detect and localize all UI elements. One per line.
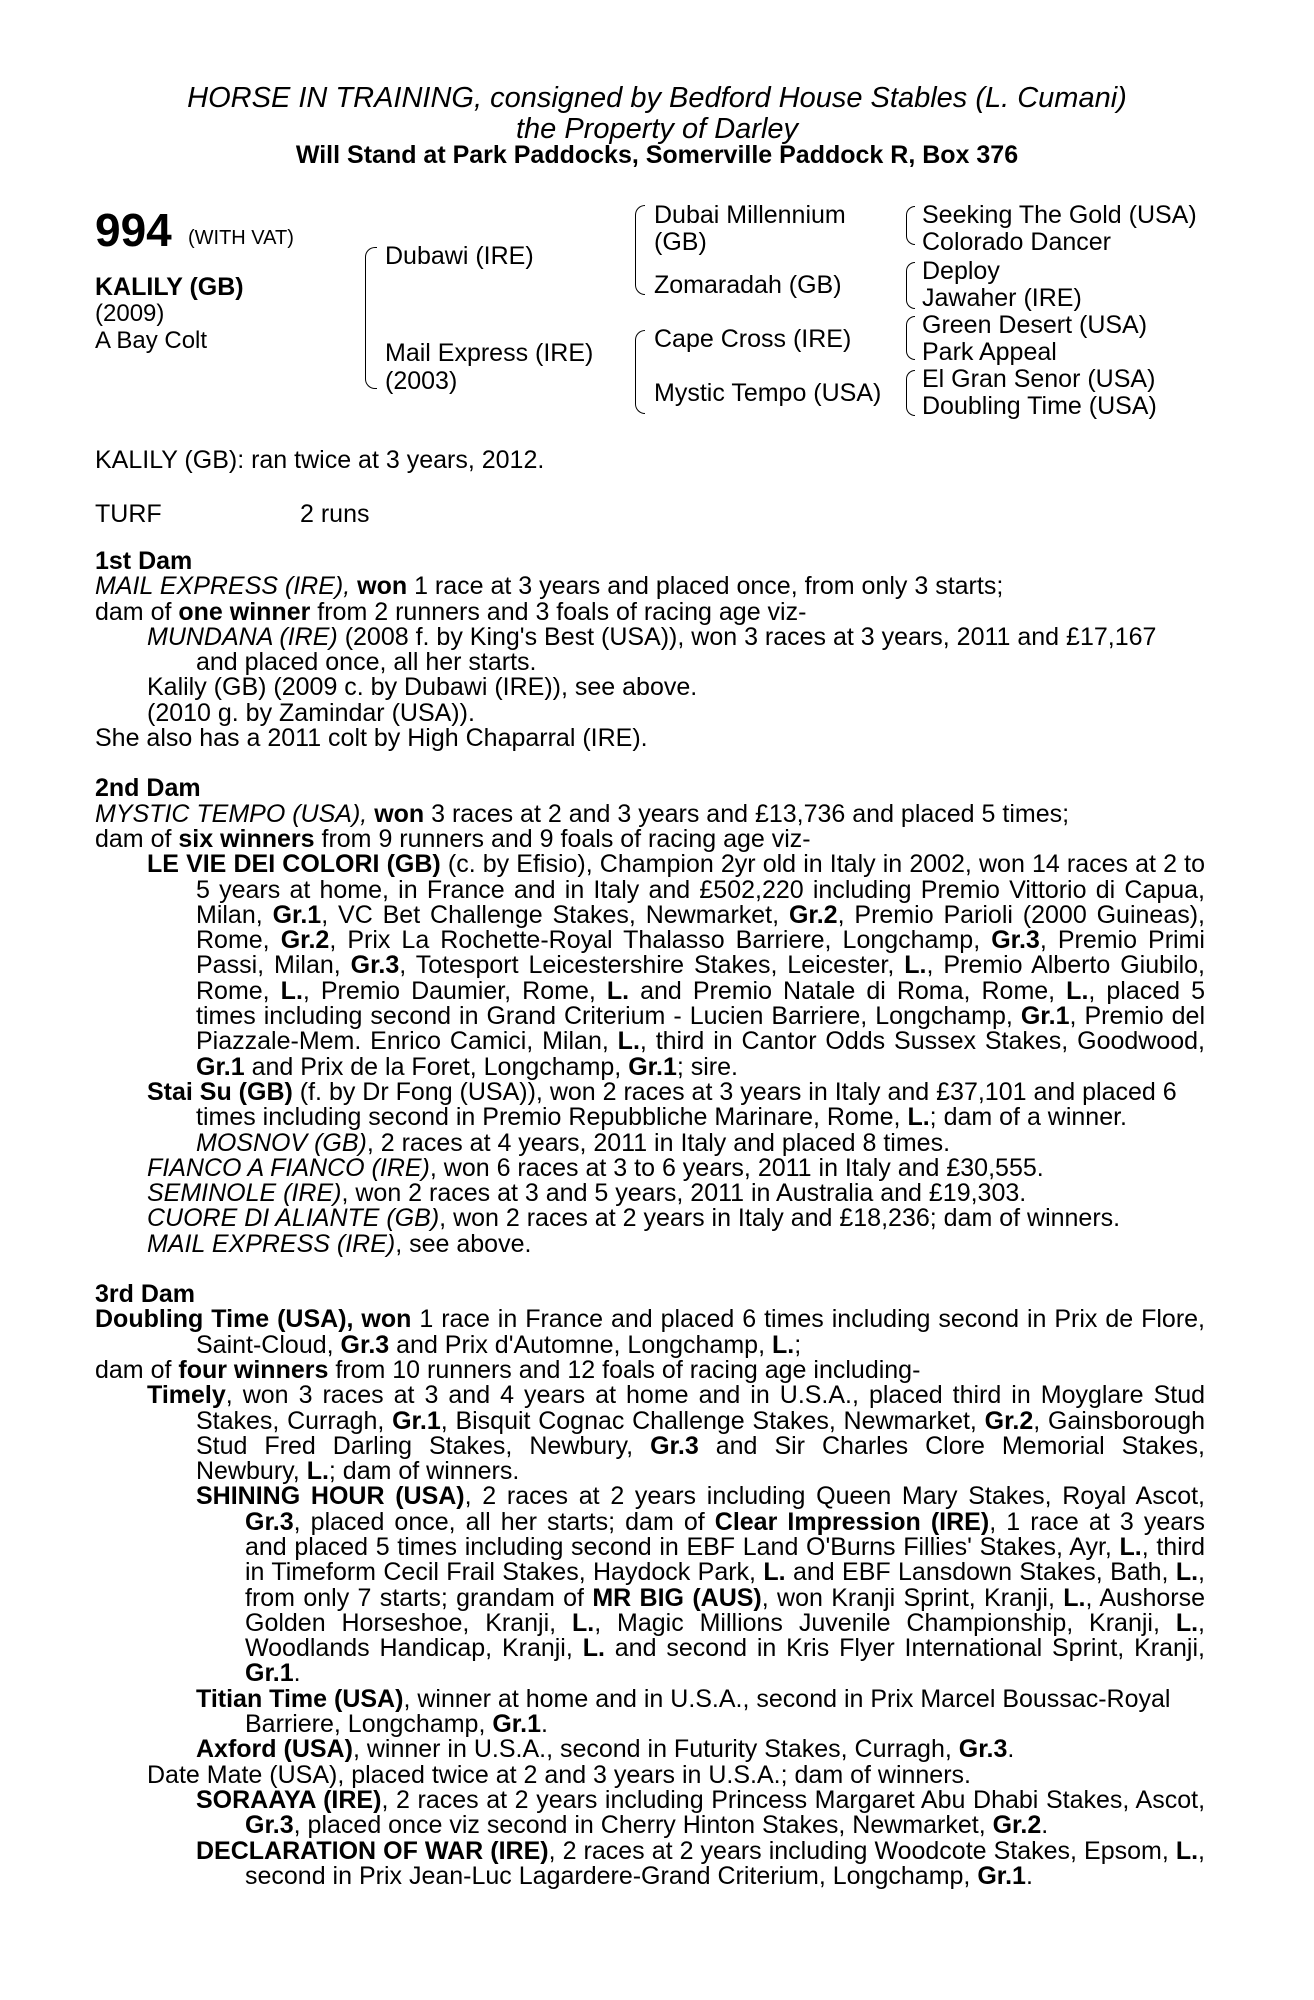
third-dam-heading: 3rd Dam — [95, 1280, 196, 1309]
pedigree-dam-year: (2003) — [385, 367, 458, 395]
pedigree-brace-sire — [635, 205, 645, 295]
pedigree-brace-dss — [906, 316, 915, 360]
pedigree-sire-sire-country: (GB) — [654, 228, 707, 256]
pedigree-ddd: Doubling Time (USA) — [922, 392, 1157, 420]
third-dam-record: Doubling Time (USA), won 1 race in France and placed 6 times including second in Prix de Flore, Saint-Cloud, Gr.3 and Prix d'Automne, Longchamp, L.; — [95, 1305, 1205, 1359]
second-dam-heading: 2nd Dam — [95, 774, 201, 803]
second-dam-foal-fianco: FIANCO A FIANCO (IRE), won 6 races at 3 to 6 years, 2011 in Italy and £30,555. — [147, 1153, 1044, 1182]
first-dam-foal-mundana-cont: and placed once, all her starts. — [196, 648, 537, 677]
lot-number: 994 — [95, 204, 172, 256]
pedigree-sss: Seeking The Gold (USA) — [922, 201, 1197, 229]
first-dam-heading: 1st Dam — [95, 547, 193, 575]
second-dam-foal-cuore: CUORE DI ALIANTE (GB), won 2 races at 2 years in Italy and £18,236; dam of winners. — [147, 1204, 1121, 1233]
lot-name: KALILY (GB) — [95, 273, 244, 301]
pedigree-sire-sire: Dubai Millennium — [654, 201, 846, 229]
pedigree-ssd: Colorado Dancer — [922, 228, 1111, 256]
third-dam-produce: dam of four winners from 10 runners and 12 foals of racing age including- — [95, 1355, 921, 1384]
second-dam-grandfoal-mosnov: MOSNOV (GB), 2 races at 4 years, 2011 in Italy and placed 8 times. — [196, 1128, 951, 1157]
lot-description: A Bay Colt — [95, 327, 208, 354]
second-dam-foal-le-vie: LE VIE DEI COLORI (GB) (c. by Efisio), Champion 2yr old in Italy in 2002, won 14 races at 2 to 5 years at home, in France and in Italy and £502,220 including Premio Vittorio di Capua, Milan, Gr.1, VC Bet Challenge Stakes, Newmarket, Gr.2, Premio Parioli (2000 Guineas), Rome, Gr.2, Prix La Rochette-Royal Thalasso Barriere, Longchamp, Gr.3, Premio Primi Passi, Milan, Gr.3, Totesport Leicestershire Stakes, Leicester, L., Premio Alberto Giubilo, Rome, L., Premio Daumier, Rome, L. and Premio Natale di Roma, Rome, L., placed 5 times including second in Grand Criterium - Lucien Barriere, Longchamp, Gr.1, Premio del Piazzale-Mem. Enrico Camici, Milan, L., third in Cantor Odds Sussex Stakes, Goodwood, Gr.1 and Prix de la Foret, Longchamp, Gr.1; sire. — [147, 850, 1205, 1081]
lot-vat: (WITH VAT) — [188, 227, 294, 249]
second-dam-foal-mail-express: MAIL EXPRESS (IRE), see above. — [147, 1229, 532, 1258]
surface-label: TURF — [95, 500, 162, 528]
first-dam-record: MAIL EXPRESS (IRE), won 1 race at 3 years and placed once, from only 3 starts; — [95, 572, 1004, 601]
pedigree-dss: Green Desert (USA) — [922, 311, 1148, 339]
surface-runs: 2 runs — [300, 500, 370, 528]
third-dam-foal-date-mate: Date Mate (USA), placed twice at 2 and 3 years in U.S.A.; dam of winners. — [147, 1760, 971, 1789]
pedigree-dam-sire: Cape Cross (IRE) — [654, 325, 852, 353]
second-dam-record: MYSTIC TEMPO (USA), won 3 races at 2 and 3 years and £13,736 and placed 5 times; — [95, 799, 1070, 828]
header-location: Will Stand at Park Paddocks, Somerville Paddock R, Box 376 — [295, 141, 1019, 169]
pedigree-sds: Deploy — [922, 257, 1000, 285]
second-dam-produce: dam of six winners from 9 runners and 9 foals of racing age viz- — [95, 824, 811, 853]
pedigree-sdd: Jawaher (IRE) — [922, 284, 1082, 312]
third-dam-grandfoal-declaration-of-war: DECLARATION OF WAR (IRE), 2 races at 2 years including Woodcote Stakes, Epsom, L., second in Prix Jean-Luc Lagardere-Grand Criterium, Longchamp, Gr.1. — [196, 1836, 1205, 1890]
header-consignor: HORSE IN TRAINING, consigned by Bedford House Stables (L. Cumani) — [187, 82, 1127, 114]
pedigree-sire-dam: Zomaradah (GB) — [654, 271, 842, 299]
header-property: the Property of Darley — [515, 113, 799, 145]
pedigree-brace-sds — [906, 262, 915, 309]
produce-record — [95, 549, 1205, 1889]
first-dam-foal-kalily: Kalily (GB) (2009 c. by Dubawi (IRE)), see above. — [147, 673, 698, 702]
second-dam-section — [95, 776, 1205, 1257]
career-summary: KALILY (GB): ran twice at 3 years, 2012. — [95, 446, 545, 474]
second-dam-foal-seminole: SEMINOLE (IRE), won 2 races at 3 and 5 years, 2011 in Australia and £19,303. — [147, 1179, 1027, 1208]
third-dam-grandfoal-axford: Axford (USA), winner in U.S.A., second in Futurity Stakes, Curragh, Gr.3. — [196, 1735, 1015, 1764]
first-dam-foal-2010: (2010 g. by Zamindar (USA)). — [147, 698, 475, 727]
pedigree-brace-sss — [906, 206, 915, 245]
first-dam-foal-mundana: MUNDANA (IRE) (2008 f. by King's Best (USA)), won 3 races at 3 years, 2011 and £17,167 — [147, 622, 1157, 651]
first-dam-section — [95, 549, 1205, 751]
first-dam-produce: dam of one winner from 2 runners and 3 foals of racing age viz- — [95, 597, 807, 626]
pedigree-dds: El Gran Senor (USA) — [922, 365, 1156, 393]
pedigree-dam-dam: Mystic Tempo (USA) — [654, 379, 882, 407]
pedigree-brace-dds — [906, 370, 915, 416]
pedigree-brace-dam — [635, 330, 645, 414]
pedigree-dam: Mail Express (IRE) — [385, 339, 594, 367]
first-dam-note: She also has a 2011 colt by High Chaparral (IRE). — [95, 724, 648, 753]
second-dam-foal-stai-su: Stai Su (GB) (f. by Dr Fong (USA)), won 2 races at 3 years in Italy and £37,101 and placed 6 times including second in Premio Repubbliche Marinare, Rome, L.; dam of a winner. — [147, 1077, 1177, 1132]
third-dam-grandfoal-titian-time: Titian Time (USA), winner at home and in U.S.A., second in Prix Marcel Boussac-Royal Barriere, Longchamp, Gr.1. — [196, 1684, 1171, 1739]
third-dam-grandfoal-soraaya: SORAAYA (IRE), 2 races at 2 years including Princess Margaret Abu Dhabi Stakes, Ascot, Gr.3, placed once viz second in Cherry Hinton Stakes, Newmarket, Gr.2. — [196, 1785, 1206, 1840]
pedigree-sire: Dubawi (IRE) — [385, 242, 534, 270]
third-dam-section — [95, 1282, 1205, 1889]
third-dam-grandfoal-shining-hour: SHINING HOUR (USA), 2 races at 2 years including Queen Mary Stakes, Royal Ascot, Gr.3, placed once, all her starts; dam of Clear Impression (IRE), 1 race at 3 years and placed 5 times including second in EBF Land O'Burns Fillies' Stakes, Ayr, L., third in Timeform Cecil Frail Stakes, Haydock Park, L. and EBF Lansdown Stakes, Bath, L., from only 7 starts; grandam of MR BIG (AUS), won Kranji Sprint, Kranji, L., Aushorse Golden Horseshoe, Kranji, L., Magic Millions Juvenile Championship, Kranji, L., Woodlands Handicap, Kranji, L. and second in Kris Flyer International Sprint, Kranji, Gr.1. — [196, 1482, 1205, 1688]
lot-year: (2009) — [95, 300, 165, 327]
third-dam-foal-timely: Timely, won 3 races at 3 and 4 years at home and in U.S.A., placed third in Moyglare Stud Stakes, Curragh, Gr.1, Bisquit Cognac Challenge Stakes, Newmarket, Gr.2, Gainsborough Stud Fred Darling Stakes, Newbury, Gr.3 and Sir Charles Clore Memorial Stakes, Newbury, L.; dam of winners. — [147, 1381, 1206, 1486]
pedigree-brace-main — [365, 247, 377, 389]
pedigree-dsd: Park Appeal — [922, 338, 1057, 366]
